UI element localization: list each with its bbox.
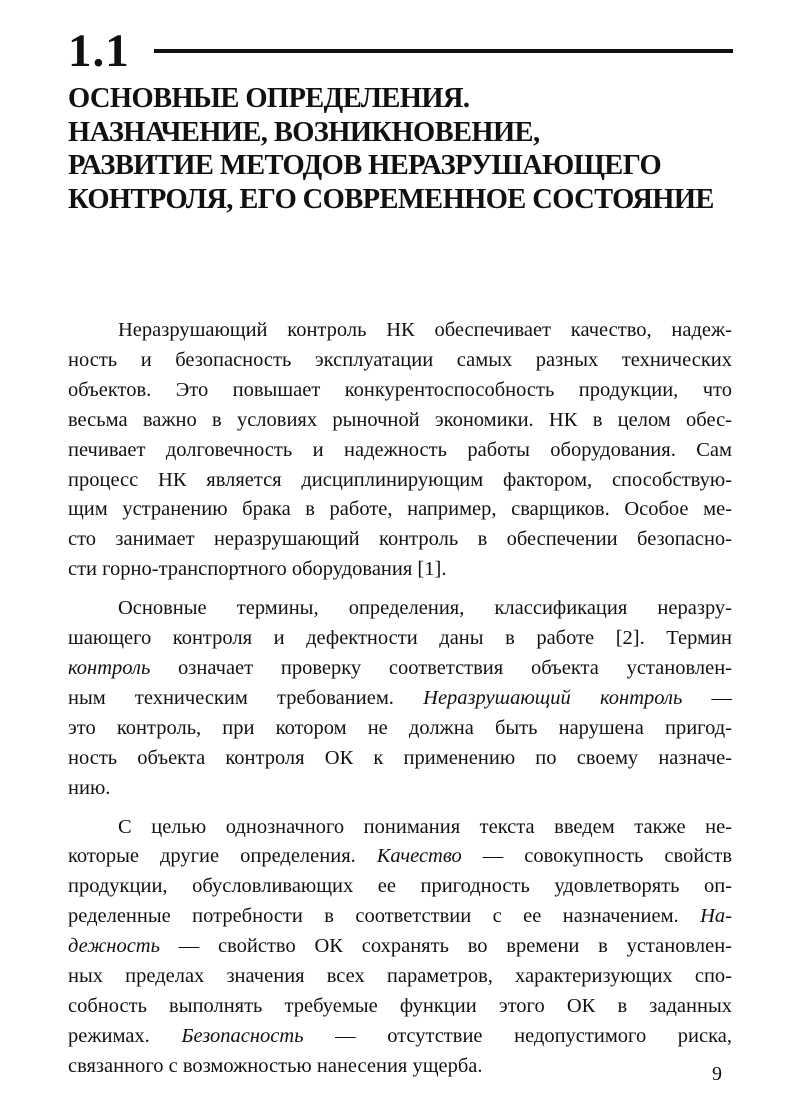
text-run: ным техническим требованием.: [68, 686, 424, 709]
text-run: —: [682, 686, 732, 709]
text-run: режимах.: [68, 1024, 182, 1047]
italic-term: Качество: [376, 845, 462, 868]
italic-term: дежность: [68, 935, 160, 958]
paragraph: [68, 316, 732, 585]
text-line: [68, 525, 732, 555]
text-line: [68, 376, 732, 406]
italic-term: контроль: [68, 656, 151, 679]
text-line: [68, 872, 732, 902]
text-line: [68, 1052, 732, 1082]
text-run: щим устранению брака в работе, например, сварщиков. Особое ме-: [68, 498, 732, 521]
text-line: [68, 466, 732, 496]
header-rule: [154, 49, 733, 53]
text-run: продукции, обусловливающих ее пригодность удовлетворять оп-: [68, 875, 732, 898]
text-run: весьма важно в условиях рыночной экономики. НК в целом обес-: [68, 408, 732, 431]
paragraph: [68, 594, 732, 803]
text-run: — совокупность свойств: [461, 845, 732, 868]
text-line: [68, 316, 732, 346]
text-run: объектов. Это повышает конкурентоспособность продукции, что: [68, 378, 732, 401]
title-line: ОСНОВНЫЕ ОПРЕДЕЛЕНИЯ.: [68, 83, 470, 114]
text-run: связанного с возможностью нанесения ущерба.: [68, 1054, 483, 1077]
text-line: [68, 962, 732, 992]
text-run: печивает долговечность и надежность работы оборудования. Сам: [68, 438, 732, 461]
text-run: ность объекта контроля ОК к применению по своему назначе-: [68, 746, 732, 769]
text-run: процесс НК является дисциплинирующим фактором, способствую-: [68, 468, 732, 491]
text-line: [68, 436, 732, 466]
text-line: [68, 346, 732, 376]
text-line: [68, 902, 732, 932]
text-line: [68, 842, 732, 872]
text-run: это контроль, при котором не должна быть нарушена пригод-: [68, 716, 732, 739]
text-run: С целью однозначного понимания текста введем также не-: [118, 815, 732, 838]
text-run: Неразрушающий контроль НК обеспечивает качество, надеж-: [118, 319, 732, 341]
text-run: сти горно-транспортного оборудования [1].: [68, 558, 447, 581]
paragraph: [68, 813, 732, 1082]
section-header: [68, 24, 733, 84]
title-line: РАЗВИТИЕ МЕТОДОВ НЕРАЗРУШАЮЩЕГО: [68, 150, 662, 181]
text-run: Основные термины, определения, классификация неразру-: [118, 597, 732, 620]
text-line: [68, 555, 732, 585]
text-line: [68, 813, 732, 843]
text-run: нию.: [68, 776, 111, 799]
text-line: [68, 774, 732, 804]
text-line: [68, 932, 732, 962]
section-title: [68, 82, 758, 216]
text-line: [68, 684, 732, 714]
text-line: [68, 714, 732, 744]
text-line: [68, 594, 732, 624]
italic-term: На-: [700, 905, 732, 928]
page-number: 9: [712, 1063, 722, 1085]
text-run: ность и безопасность эксплуатации самых разных технических: [68, 348, 732, 371]
text-run: — отсутствие недопустимого риска,: [303, 1024, 732, 1047]
text-line: [68, 744, 732, 774]
text-line: [68, 495, 732, 525]
text-line: [68, 406, 732, 436]
text-run: ных пределах значения всех параметров, характеризующих спо-: [68, 965, 732, 988]
text-run: означает проверку соответствия объекта установлен-: [150, 656, 732, 679]
text-run: ределенные потребности в соответствии с ее назначением.: [68, 905, 701, 928]
body-text: [68, 316, 732, 1091]
text-run: — свойство ОК сохранять во времени в установлен-: [159, 935, 732, 958]
text-run: собность выполнять требуемые функции этого ОК в заданных: [68, 994, 732, 1017]
text-run: шающего контроля и дефектности даны в работе [2]. Термин: [68, 627, 732, 650]
title-line: НАЗНАЧЕНИЕ, ВОЗНИКНОВЕНИЕ,: [68, 116, 540, 148]
section-number: 1.1: [68, 25, 130, 77]
italic-term: Безопасность: [181, 1024, 304, 1047]
text-line: [68, 654, 732, 684]
text-run: которые другие определения.: [68, 845, 377, 868]
text-line: [68, 1022, 732, 1052]
text-run: сто занимает неразрушающий контроль в обеспечении безопасно-: [68, 528, 732, 551]
title-line: КОНТРОЛЯ, ЕГО СОВРЕМЕННОЕ СОСТОЯНИЕ: [68, 183, 714, 215]
text-line: [68, 992, 732, 1022]
italic-term: Неразрушающий контроль: [423, 686, 683, 709]
text-line: [68, 624, 732, 654]
